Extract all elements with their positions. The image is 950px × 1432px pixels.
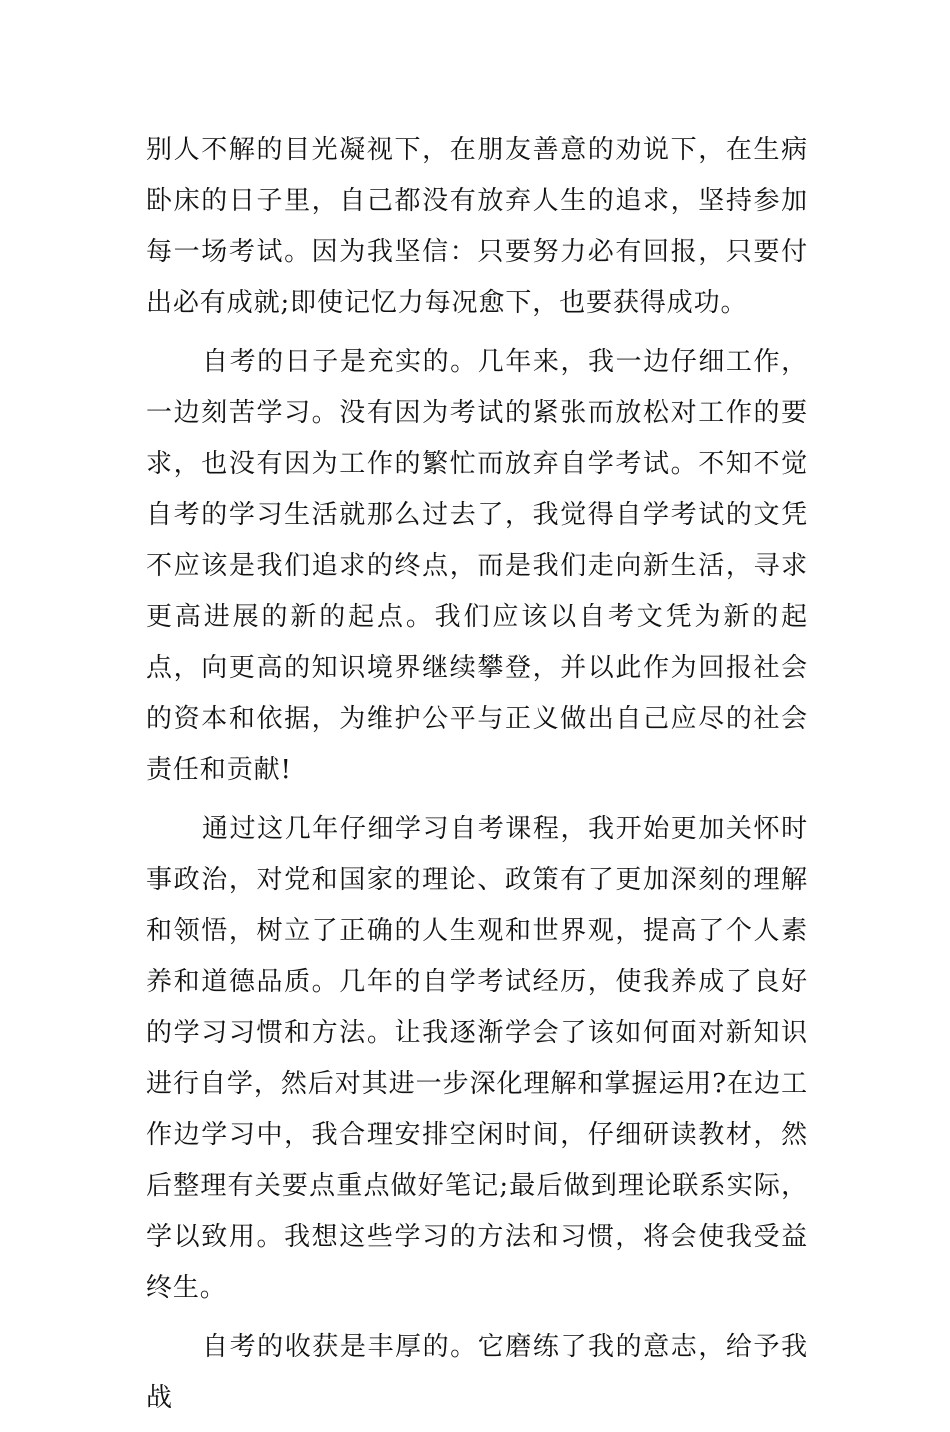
paragraph-2: 自考的日子是充实的。几年来，我一边仔细工作，一边刻苦学习。没有因为考试的紧张而放松对工作的要求，也没有因为工作的繁忙而放弃自学考试。不知不觉自考的学习生活就那么过去了，我觉得自学考试的文凭不应该是我们追求的终点，而是我们走向新生活，寻求更高进展的新的起点。我们应该以自考文凭为新的起点，向更高的知识境界继续攀登，并以此作为回报社会的资本和依据，为维护公平与正义做出自己应尽的社会责任和贡献! [146,347,808,785]
paragraph-3: 通过这几年仔细学习自考课程，我开始更加关怀时事政治，对党和国家的理论、政策有了更加深刻的理解和领悟，树立了正确的人生观和世界观，提高了个人素养和道德品质。几年的自学考试经历，使我养成了良好的学习习惯和方法。让我逐渐学会了该如何面对新知识进行自学，然后对其进一步深化理解和掌握运用?在边工作边学习中，我合理安排空闲时间，仔细研读教材，然后整理有关要点重点做好笔记;最后做到理论联系实际，学以致用。我想这些学习的方法和习惯，将会使我受益终生。 [146,814,808,1303]
paragraph-1: 别人不解的目光凝视下，在朋友善意的劝说下，在生病卧床的日子里，自己都没有放弃人生的追求，坚持参加每一场考试。因为我坚信：只要努力必有回报，只要付出必有成就;即使记忆力每况愈下，也要获得成功。 [146,135,808,318]
document-page [146,125,808,1432]
paragraph-4: 自考的收获是丰厚的。它磨练了我的意志，给予我战 [146,1332,808,1413]
